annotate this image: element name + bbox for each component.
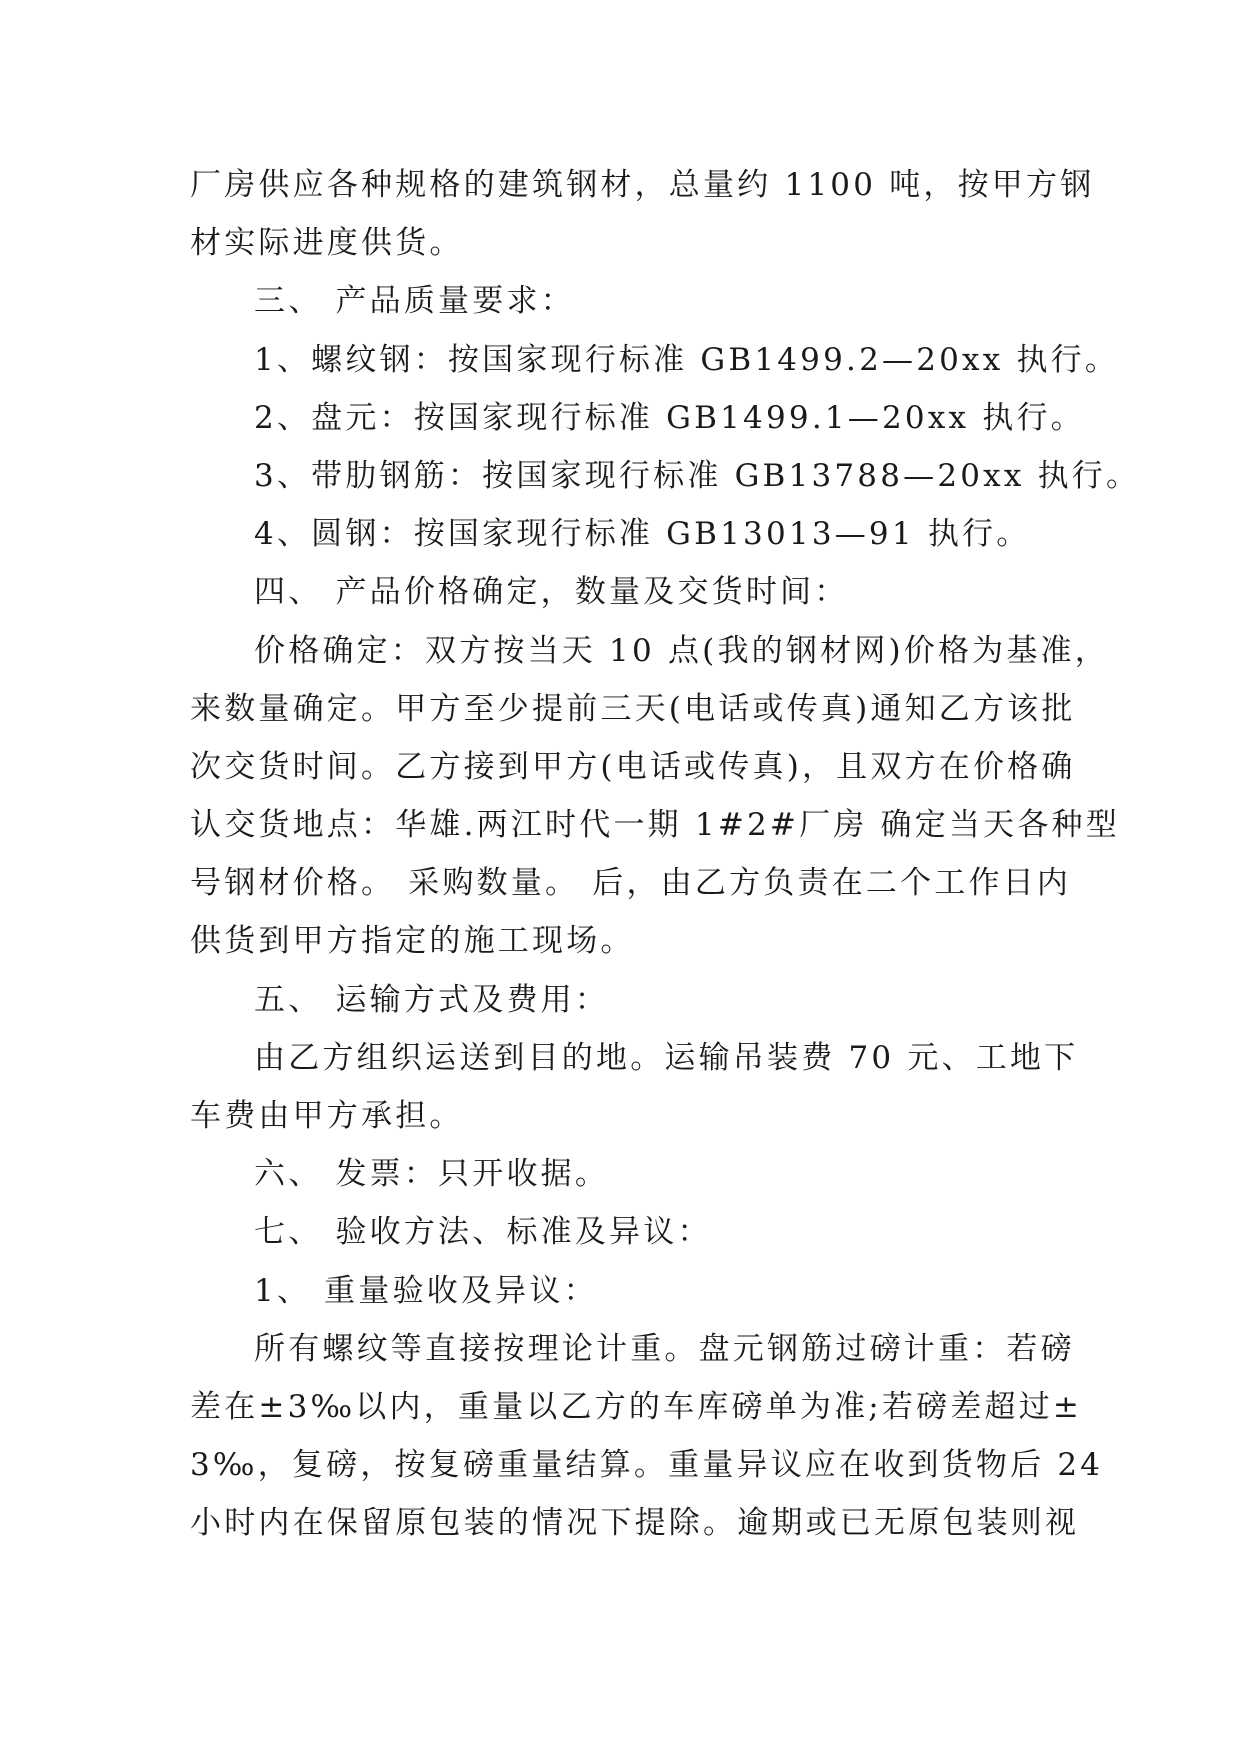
section-heading-4: 四、 产品价格确定，数量及交货时间： [254,574,849,611]
paragraph-line: 价格确定：双方按当天 10 点(我的钢材网)价格为基准， [254,632,1109,669]
list-item: 2、盘元：按国家现行标准 GB1499.1—20xx 执行。 [254,399,1085,436]
paragraph-line: 厂房供应各种规格的建筑钢材，总量约 1100 吨，按甲方钢 [190,167,1095,203]
paragraph-line: 次交货时间。乙方接到甲方(电话或传真)，且双方在价格确 [190,748,1076,785]
paragraph-line: 供货到甲方指定的施工现场。 [190,923,635,960]
section-heading-6: 六、 发票：只开收据。 [254,1156,610,1193]
paragraph-line: 小时内在保留原包装的情况下提除。逾期或已无原包装则视 [190,1505,1080,1542]
list-item: 1、螺纹钢：按国家现行标准 GB1499.2—20xx 执行。 [254,341,1120,378]
paragraph-line: 材实际进度供货。 [190,225,464,262]
paragraph-line: 认交货地点：华雄.两江时代一期 1#2#厂房 确定当天各种型 [190,807,1120,844]
paragraph-line: 来数量确定。甲方至少提前三天(电话或传真)通知乙方该批 [190,690,1076,727]
paragraph-line: 由乙方组织运送到目的地。运输吊装费 70 元、工地下 [254,1039,1079,1076]
paragraph-line: 差在±3‰以内，重量以乙方的车库磅单为准;若磅差超过± [190,1388,1083,1425]
paragraph-line: 车费由甲方承担。 [190,1098,464,1134]
paragraph-line: 号钢材价格。 采购数量。 后，由乙方负责在二个工作日内 [190,865,1072,902]
section-heading-5: 五、 运输方式及费用： [254,981,610,1018]
document-body [190,156,1141,1553]
paragraph-line: 3‰，复磅，按复磅重量结算。重量异议应在收到货物后 24 [190,1447,1104,1484]
subsection-heading: 1、 重量验收及异议： [254,1272,598,1309]
paragraph-line: 所有螺纹等直接按理论计重。盘元钢筋过磅计重：若磅 [254,1330,1075,1367]
section-heading-3: 三、 产品质量要求： [254,283,575,320]
list-item: 4、圆钢：按国家现行标准 GB13013—91 执行。 [254,516,1031,553]
list-item: 3、带肋钢筋：按国家现行标准 GB13788—20xx 执行。 [254,457,1141,494]
section-heading-7: 七、 验收方法、标准及异议： [254,1214,712,1251]
